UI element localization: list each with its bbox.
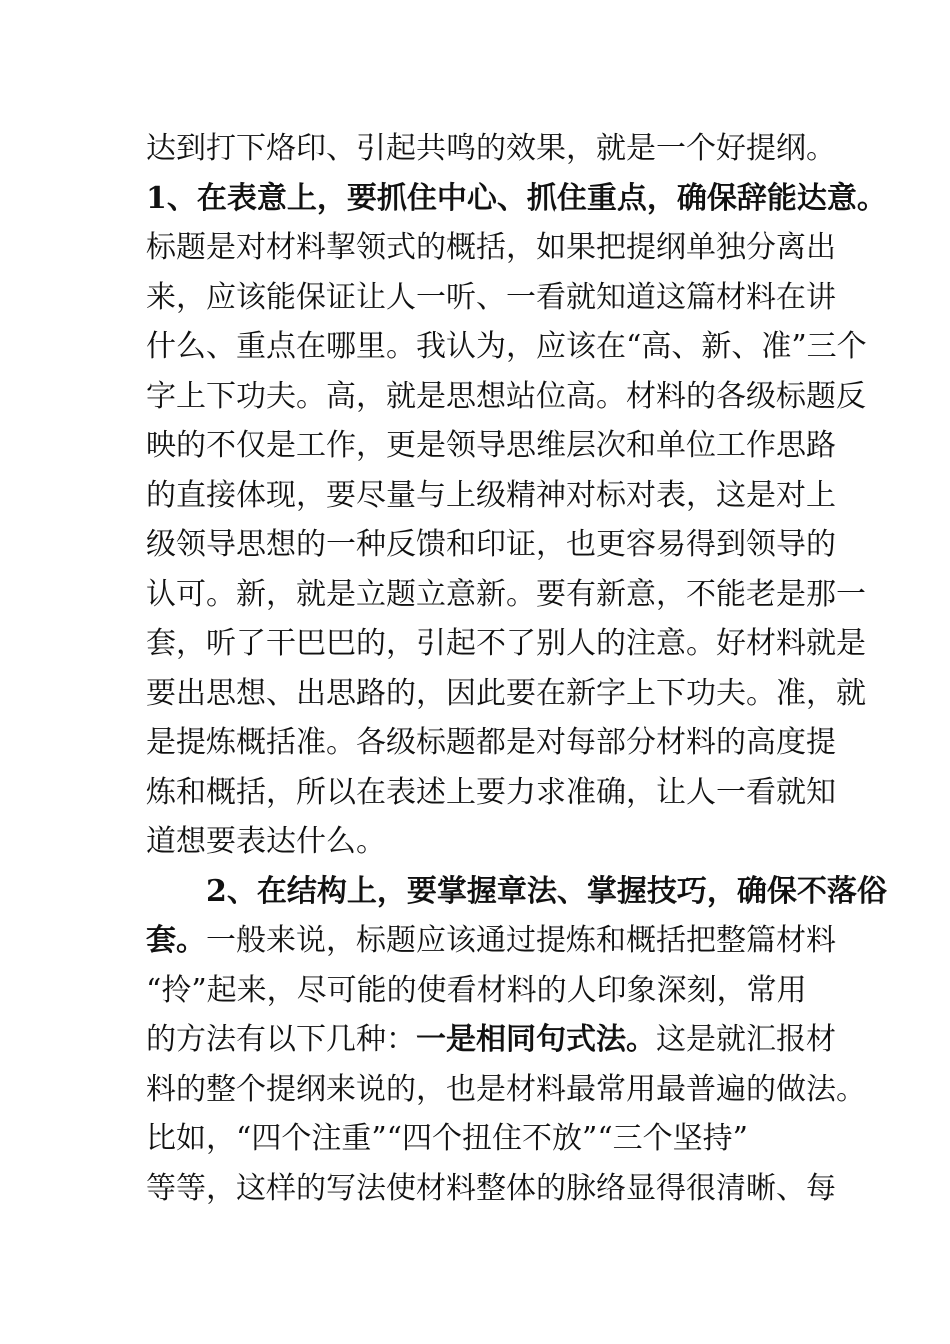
section-2-heading-end: 套。	[146, 923, 206, 958]
section-1-line: 来，应该能保证让人一听、一看就知道这篇材料在讲	[146, 279, 836, 315]
section-2-heading: 2、在结构上，要掌握章法、掌握技巧，确保不落俗	[206, 873, 887, 909]
section-2-line	[146, 916, 836, 966]
section-2-line: 等等，这样的写法使材料整体的脉络显得很清晰、每	[146, 1170, 836, 1206]
section-1-line: 要出思想、出思路的，因此要在新字上下功夫。准，就	[146, 675, 866, 711]
section-2-text: 一般来说，标题应该通过提炼和概括把整篇材料	[206, 923, 836, 958]
section-1-line: 认可。新，就是立题立意新。要有新意，不能老是那一	[146, 576, 866, 612]
section-2-line: “拎”起来，尽可能的使看材料的人印象深刻，常用	[146, 972, 807, 1008]
section-1-line: 是提炼概括准。各级标题都是对每部分材料的高度提	[146, 725, 836, 760]
section-1-line: 道想要表达什么。	[146, 824, 386, 859]
section-1-line: 什么、重点在哪里。我认为，应该在“高、新、准”三个	[146, 329, 867, 364]
method-1-heading: 一是相同句式法。	[416, 1022, 656, 1057]
section-1-line: 的直接体现，要尽量与上级精神对标对表，这是对上	[146, 477, 836, 513]
section-1-line: 套，听了干巴巴的，引起不了别人的注意。好材料就是	[146, 626, 866, 661]
paragraph-tail-line: 达到打下烙印、引起共鸣的效果，就是一个好提纲。	[146, 131, 836, 166]
section-1-line: 标题是对材料挈领式的概括，如果把提纲单独分离出	[146, 230, 836, 265]
section-1-heading: 1、在表意上，要抓住中心、抓住重点，确保辞能达意。	[146, 180, 887, 216]
section-1-line: 映的不仅是工作，更是领导思维层次和单位工作思路	[146, 428, 836, 463]
document-body	[146, 124, 887, 1213]
section-2-text: 的方法有以下几种：	[146, 1022, 416, 1057]
section-2-line: 比如，“四个注重”“四个扭住不放”“三个坚持”	[146, 1121, 749, 1156]
section-2-line	[146, 1015, 836, 1065]
section-2-line: 料的整个提纲来说的，也是材料最常用最普遍的做法。	[146, 1071, 866, 1107]
section-1-line: 级领导思想的一种反馈和印证，也更容易得到领导的	[146, 527, 836, 562]
section-2-text: 这是就汇报材	[656, 1022, 836, 1057]
section-1-line: 炼和概括，所以在表述上要力求准确，让人一看就知	[146, 774, 836, 810]
section-1-line: 字上下功夫。高，就是思想站位高。材料的各级标题反	[146, 378, 866, 414]
